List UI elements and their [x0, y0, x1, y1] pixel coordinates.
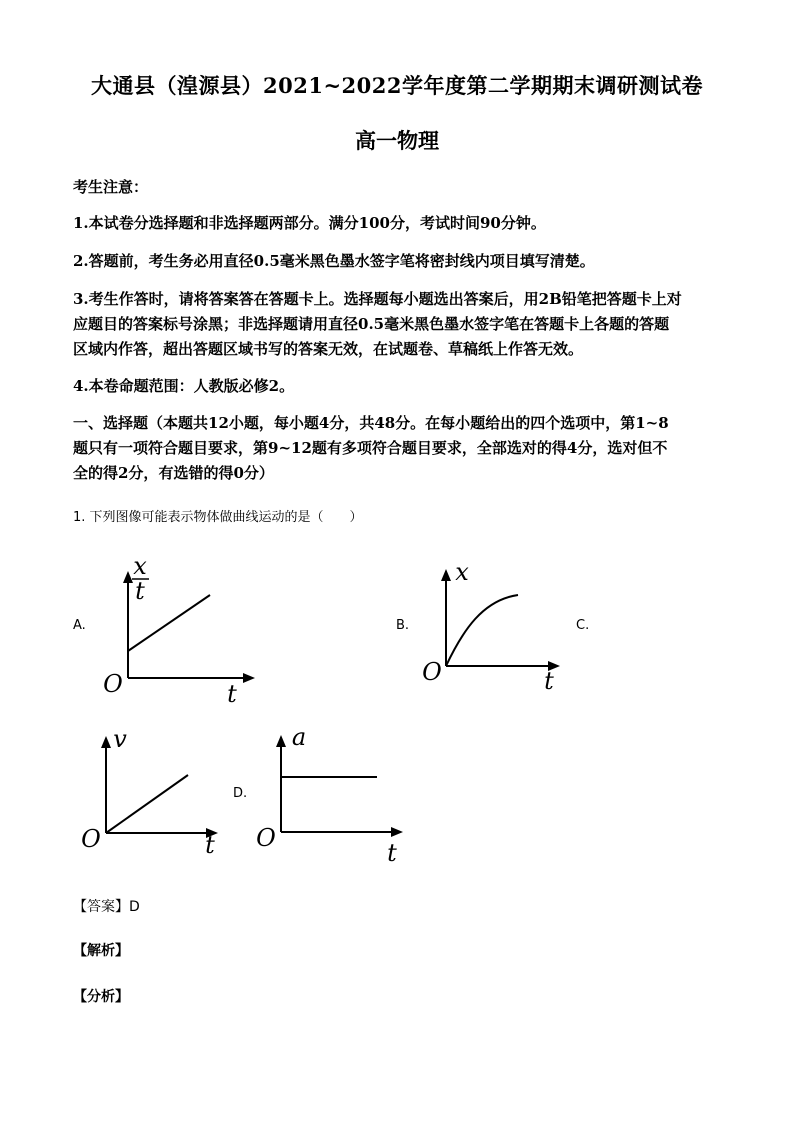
- question-stem: 1. 下列图像可能表示物体做曲线运动的是（ ）: [73, 510, 363, 525]
- notice-item-4: 4.本卷命题范围：人教版必修2。: [73, 377, 295, 395]
- option-a-label: A.: [73, 618, 86, 633]
- graph-a-y-arrow-icon: [123, 571, 133, 583]
- graph-c-origin: O: [81, 825, 101, 853]
- graph-d-x-arrow-icon: [391, 827, 403, 837]
- answer-value: D: [129, 899, 140, 915]
- notice-item-3-line-3: 区域内作答，超出答题区域书写的答案无效，在试题卷、草稿纸上作答无效。: [73, 340, 584, 358]
- graph-a-x-label: t: [227, 680, 237, 708]
- graph-d-origin: O: [256, 824, 276, 852]
- graph-a: [95, 552, 265, 708]
- section-intro-line-3: 全的得2分，有选错的得0分）: [73, 464, 274, 482]
- graph-b-y-arrow-icon: [441, 569, 451, 581]
- graph-b-x-label: t: [544, 667, 554, 695]
- exam-subject: 高一物理: [355, 128, 439, 153]
- graph-b-origin: O: [422, 658, 442, 686]
- analysis-tag: 【解析】: [73, 943, 129, 959]
- graph-b-y-label: x: [455, 558, 469, 586]
- graph-c-y-arrow-icon: [101, 736, 111, 748]
- option-b-label: B.: [396, 618, 410, 633]
- graph-a-origin: O: [103, 670, 123, 698]
- notice-item-2: 2.答题前，考生务必用直径0.5毫米黑色墨水签字笔将密封线内项目填写清楚。: [73, 252, 595, 270]
- graph-d: [253, 722, 418, 867]
- graph-c-y-label: v: [113, 725, 127, 753]
- answer-tag: 【答案】: [73, 899, 129, 915]
- graph-d-x-label: t: [387, 839, 397, 867]
- notice-heading: 考生注意：: [73, 178, 149, 196]
- answer-line: [73, 896, 140, 916]
- section-intro-line-2: 题只有一项符合题目要求，第9~12题有多项符合题目要求，全部选对的得4分，选对但不: [73, 439, 668, 457]
- exam-title: 大通县（湟源县）2021~2022学年度第二学期期末调研测试卷: [91, 73, 703, 98]
- graph-a-x-arrow-icon: [243, 673, 255, 683]
- notice-item-3-line-2: 应题目的答案标号涂黑；非选择题请用直径0.5毫米黑色墨水签字笔在答题卡上各题的答题: [73, 315, 670, 333]
- graph-d-y-label: a: [291, 723, 307, 751]
- graph-a-y-denominator: t: [135, 577, 145, 605]
- graph-a-y-numerator: x: [133, 552, 147, 580]
- option-c-label: C.: [576, 618, 590, 633]
- section-intro-line-1: 一、选择题（本题共12小题，每小题4分，共48分。在每小题给出的四个选项中，第1~8: [73, 414, 669, 432]
- breakdown-tag: 【分析】: [73, 989, 129, 1005]
- option-d-label: D.: [233, 786, 248, 801]
- graph-b-curve: [446, 595, 518, 666]
- notice-item-3-line-1: 3.考生作答时，请将答案答在答题卡上。选择题每小题选出答案后，用2B铅笔把答题卡上对: [73, 290, 682, 308]
- graph-b: [418, 560, 568, 695]
- graph-c-line: [106, 775, 188, 833]
- graph-d-y-arrow-icon: [276, 735, 286, 747]
- graph-c-x-label: t: [205, 831, 215, 859]
- graph-c: [78, 725, 228, 860]
- notice-item-1: 1.本试卷分选择题和非选择题两部分。满分100分，考试时间90分钟。: [73, 214, 546, 232]
